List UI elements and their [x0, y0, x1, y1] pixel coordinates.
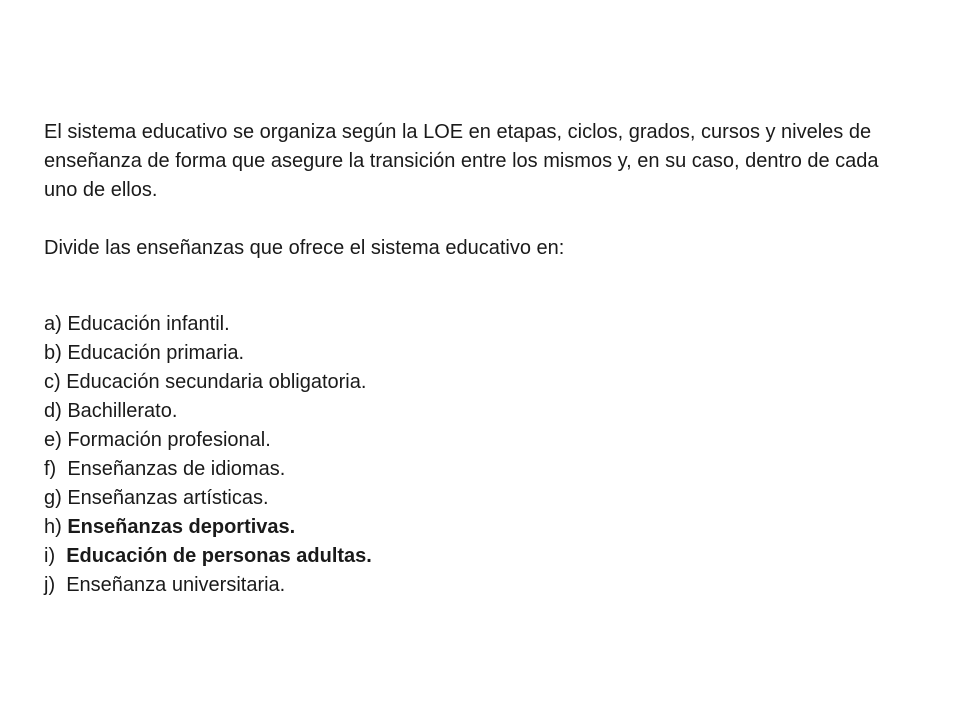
list-item-prefix: i)	[44, 545, 67, 567]
education-list	[44, 310, 904, 600]
list-item	[44, 542, 904, 571]
intro-paragraph: El sistema educativo se organiza según la LOE en etapas, ciclos, grados, cursos y niveles de enseñanza de forma que asegure la transición entre los mismos y, en su caso, dentro de cada uno de ellos.	[44, 121, 879, 201]
list-item-text: Educación de personas adultas.	[66, 545, 372, 567]
list-item-prefix: e)	[44, 429, 68, 451]
list-item-prefix: b)	[44, 342, 68, 364]
list-item	[44, 310, 904, 339]
slide-content	[44, 118, 904, 600]
list-item	[44, 397, 904, 426]
list-item	[44, 571, 904, 600]
list-item-text: Educación primaria.	[67, 342, 245, 364]
list-item-prefix: f)	[44, 458, 68, 480]
list-item-prefix: h)	[44, 516, 68, 538]
list-item	[44, 513, 904, 542]
list-item-text: Enseñanzas de idiomas.	[67, 458, 286, 480]
list-item-text: Enseñanzas artísticas.	[67, 487, 269, 509]
list-item	[44, 368, 904, 397]
list-item	[44, 484, 904, 513]
divide-sentence: Divide las enseñanzas que ofrece el sistema educativo en:	[44, 237, 565, 259]
list-item-text: Educación infantil.	[67, 313, 230, 335]
list-item-prefix: a)	[44, 313, 68, 335]
list-item-prefix: g)	[44, 487, 68, 509]
list-item-text: Bachillerato.	[67, 400, 178, 422]
list-item-text: Enseñanza universitaria.	[66, 574, 286, 596]
intro-block	[44, 118, 904, 205]
list-item	[44, 426, 904, 455]
list-item-text: Educación secundaria obligatoria.	[66, 371, 367, 393]
list-item-text: Enseñanzas deportivas.	[67, 516, 296, 538]
list-item-text: Formación profesional.	[67, 429, 271, 451]
list-item-prefix: d)	[44, 400, 68, 422]
list-item-prefix: c)	[44, 371, 67, 393]
list-item	[44, 339, 904, 368]
list-item	[44, 455, 904, 484]
list-item-prefix: j)	[44, 574, 67, 596]
